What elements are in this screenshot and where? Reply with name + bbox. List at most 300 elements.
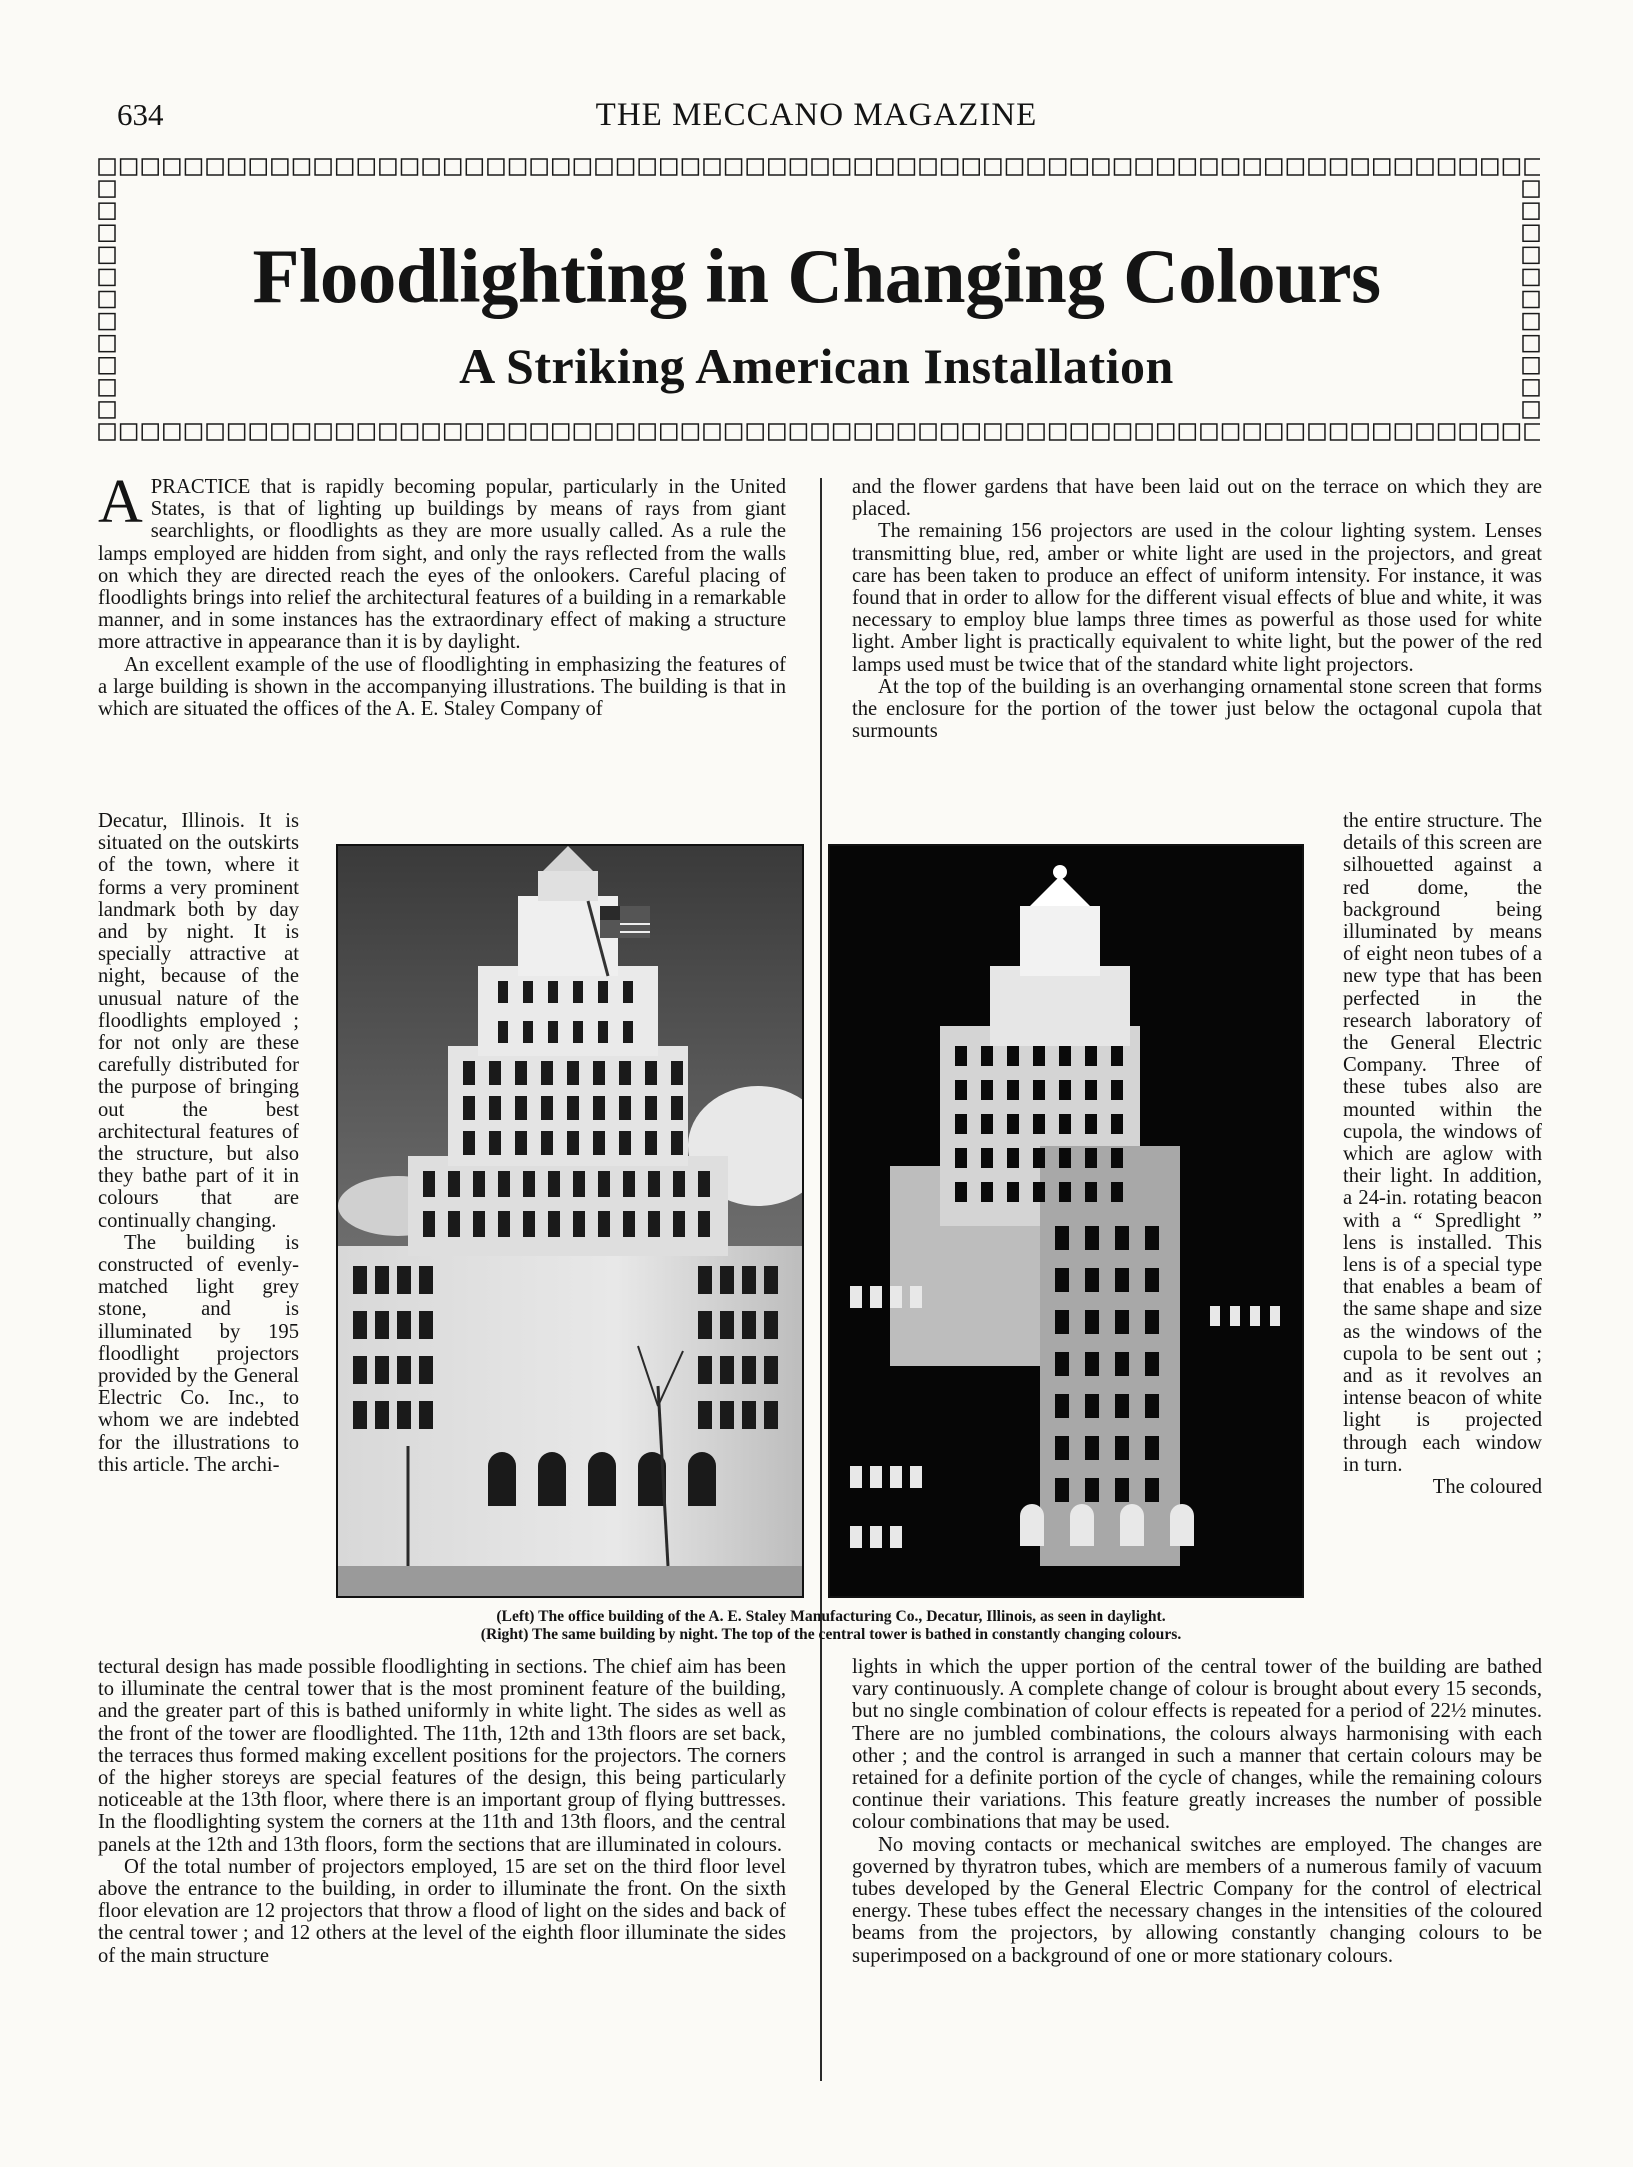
- window: [598, 1171, 610, 1197]
- border-square: [920, 159, 936, 175]
- window: [720, 1311, 734, 1339]
- border-square: [229, 159, 245, 175]
- window: [1055, 1394, 1069, 1418]
- border-square: [1331, 159, 1347, 175]
- window: [720, 1356, 734, 1384]
- border-square: [553, 424, 569, 440]
- border-square: [1071, 424, 1087, 440]
- window: [742, 1311, 756, 1339]
- border-square: [898, 424, 914, 440]
- border-square: [618, 424, 634, 440]
- window: [1007, 1080, 1019, 1100]
- border-square: [1525, 159, 1540, 175]
- window: [1145, 1394, 1159, 1418]
- window: [1007, 1046, 1019, 1066]
- border-square: [466, 159, 482, 175]
- window: [515, 1131, 527, 1155]
- border-square: [834, 159, 850, 175]
- window: [981, 1148, 993, 1168]
- paragraph: The remaining 156 projectors are used in the colour lighting system. Lenses transmitting blue, red, amber or white light are used in the projectors, and great care has been taken to produce an effect of uniform intensity. For instance, it was found that in order to allow for the different visual effects of blue and white, it was necessary to employ blue lamps three times as powerful as those used for white light. Amber light is practically equivalent to white light, but the power of the red lamps used must be twice that of the standard white light projectors.: [852, 520, 1542, 676]
- border-square: [1503, 159, 1519, 175]
- border-square: [185, 159, 201, 175]
- window: [548, 1211, 560, 1237]
- window: [720, 1266, 734, 1294]
- window: [1085, 1148, 1097, 1168]
- border-square: [877, 424, 893, 440]
- window: [764, 1266, 778, 1294]
- border-square: [293, 424, 309, 440]
- border-square: [1525, 424, 1540, 440]
- window: [1085, 1080, 1097, 1100]
- window: [353, 1356, 367, 1384]
- window: [1145, 1478, 1159, 1502]
- magazine-title: THE MECCANO MAGAZINE: [595, 97, 1038, 133]
- border-square: [1201, 424, 1217, 440]
- window: [473, 1211, 485, 1237]
- border-square: [1266, 159, 1282, 175]
- border-square: [661, 159, 677, 175]
- border-square: [942, 159, 958, 175]
- window: [955, 1046, 967, 1066]
- border-square: [1114, 159, 1130, 175]
- window: [375, 1401, 389, 1429]
- border-square: [272, 159, 288, 175]
- window: [619, 1131, 631, 1155]
- left-column-narrow: [98, 810, 299, 1476]
- window: [353, 1401, 367, 1429]
- border-square: [531, 424, 547, 440]
- window: [764, 1356, 778, 1384]
- border-square: [337, 159, 353, 175]
- window: [981, 1114, 993, 1134]
- window: [523, 1021, 533, 1043]
- window: [489, 1061, 501, 1085]
- border-square: [531, 159, 547, 175]
- window: [698, 1211, 710, 1237]
- window: [1085, 1352, 1099, 1376]
- border-square: [229, 424, 245, 440]
- window: [671, 1096, 683, 1120]
- border-square: [553, 159, 569, 175]
- border-square: [380, 159, 396, 175]
- window: [764, 1311, 778, 1339]
- right-column-narrow: [1343, 810, 1542, 1498]
- border-square: [1460, 424, 1476, 440]
- window: [1085, 1310, 1099, 1334]
- border-square: [358, 159, 374, 175]
- border-square: [812, 424, 828, 440]
- window: [1007, 1114, 1019, 1134]
- left-column-bottom: [98, 1656, 786, 1967]
- paragraph: At the top of the building is an overhanging ornamental stone screen that forms the enclosure for the portion of the tower just below the octagonal cupola that surmounts: [852, 675, 1542, 743]
- window: [1085, 1436, 1099, 1460]
- window: [498, 1021, 508, 1043]
- border-square: [963, 424, 979, 440]
- border-square: [445, 159, 461, 175]
- window: [593, 1131, 605, 1155]
- window: [955, 1148, 967, 1168]
- border-square: [1352, 159, 1368, 175]
- paragraph: APRACTICE that is rapidly becoming popular, particularly in the United States, is that of lighting up buildings by means of rays from giant searchlights, or floodlights as they are more usually called. As a rule the lamps employed are hidden from sight, and only the rays reflected from the walls on which they are directed reach the eyes of the onlookers. Careful placing of floodlights brings into relief the architectural features of a building in a remarkable manner, and in some instances has the extraordinary effect of making a structure more attractive in appearance than it is by daylight.: [98, 468, 786, 654]
- border-square: [1395, 424, 1411, 440]
- border-square: [877, 159, 893, 175]
- paragraph: tectural design has made possible floodlighting in sections. The chief aim has been to illuminate the central tower that is the most prominent feature of the building, and the greater part of this is bathed uniformly in white light. The sides as well as the front of the tower are floodlighted. The 11th, 12th and 13th floors are set back, the terraces thus formed making excellent positions for the projectors. The corners of the higher storeys are special features of the design, this being particularly noticeable at the 13th floor, where there is an important group of flying buttresses. In the floodlighting system the corners at the 11th and 13th floors, and the central panels at the 12th and 13th floors, form the sections that are illuminated in colours.: [98, 1656, 786, 1856]
- window: [1085, 1226, 1099, 1250]
- border-square: [1417, 424, 1433, 440]
- window: [619, 1096, 631, 1120]
- window: [463, 1096, 475, 1120]
- border-square: [812, 159, 828, 175]
- window: [1111, 1114, 1123, 1134]
- window: [1055, 1310, 1069, 1334]
- window: [498, 1211, 510, 1237]
- window: [1033, 1182, 1045, 1202]
- paragraph: No moving contacts or mechanical switches are employed. The changes are governed by thyratron tubes, which are members of a numerous family of vacuum tubes developed by the General Electric Company for the control of electrical energy. These tubes effect the necessary changes in the intensities of the coloured beams from the projectors, by allowing constantly changing colours to be superimposed on a background of one or more stationary colours.: [852, 1833, 1542, 1967]
- window: [375, 1311, 389, 1339]
- window: [397, 1401, 411, 1429]
- border-square: [488, 424, 504, 440]
- border-square: [1028, 159, 1044, 175]
- border-square: [985, 424, 1001, 440]
- window: [645, 1131, 657, 1155]
- border-square: [337, 424, 353, 440]
- window: [523, 1211, 535, 1237]
- border-square: [596, 424, 612, 440]
- border-square: [898, 159, 914, 175]
- window: [1115, 1226, 1129, 1250]
- window: [1033, 1148, 1045, 1168]
- border-square: [1266, 424, 1282, 440]
- border-square: [1309, 424, 1325, 440]
- border-square: [1028, 424, 1044, 440]
- window: [619, 1061, 631, 1085]
- window: [955, 1114, 967, 1134]
- border-square: [1523, 203, 1539, 219]
- border-square: [445, 424, 461, 440]
- border-square: [142, 424, 158, 440]
- drop-cap: A: [98, 468, 143, 536]
- border-square: [855, 424, 871, 440]
- window: [742, 1356, 756, 1384]
- window: [1145, 1310, 1159, 1334]
- border-square: [510, 159, 526, 175]
- border-square: [618, 159, 634, 175]
- border-square: [1482, 159, 1498, 175]
- window: [573, 1021, 583, 1043]
- border-square: [272, 424, 288, 440]
- border-square: [164, 424, 180, 440]
- window: [1111, 1080, 1123, 1100]
- border-square: [1223, 424, 1239, 440]
- border-square: [1071, 159, 1087, 175]
- paragraph: lights in which the upper portion of the central tower of the building are bathed vary continuously. A complete change of colour is brought about every 15 seconds, but no single combination of colour effects is repeated for a period of 22½ minutes. There are no jumbled combinations, the colours always harmonising with each other ; and the control is arranged in such a manner that certain colours may be retained for a definite portion of the cycle of changes, while the remaining colours continue their variations. This feature greatly increases the number of possible colour combinations that may be used.: [852, 1656, 1542, 1834]
- window: [423, 1211, 435, 1237]
- window: [1145, 1226, 1159, 1250]
- window: [541, 1061, 553, 1085]
- window: [1115, 1268, 1129, 1292]
- window: [573, 1211, 585, 1237]
- window: [623, 981, 633, 1003]
- border-square: [358, 424, 374, 440]
- window: [598, 981, 608, 1003]
- window: [1055, 1226, 1069, 1250]
- border-square: [1523, 402, 1539, 418]
- window: [1145, 1436, 1159, 1460]
- window: [1055, 1268, 1069, 1292]
- window: [567, 1096, 579, 1120]
- border-square: [985, 159, 1001, 175]
- border-square: [790, 159, 806, 175]
- window: [1145, 1268, 1159, 1292]
- border-square: [661, 424, 677, 440]
- window: [698, 1266, 712, 1294]
- window: [1059, 1114, 1071, 1134]
- border-square: [1006, 424, 1022, 440]
- window: [515, 1096, 527, 1120]
- window: [1085, 1182, 1097, 1202]
- window: [567, 1131, 579, 1155]
- window: [645, 1061, 657, 1085]
- border-square: [1179, 159, 1195, 175]
- border-square: [207, 159, 223, 175]
- border-square: [1460, 159, 1476, 175]
- border-square: [639, 159, 655, 175]
- border-square: [1223, 159, 1239, 175]
- border-square: [747, 424, 763, 440]
- paragraph: The building is constructed of evenly-matched light grey stone, and is illuminated by 195 floodlight projectors provided by the General Electric Co. Inc., to whom we are indebted for the illustrations to this article. The archi-: [98, 1231, 299, 1476]
- border-square: [942, 424, 958, 440]
- border-square: [1417, 159, 1433, 175]
- window: [419, 1266, 433, 1294]
- window: [523, 1171, 535, 1197]
- window: [981, 1080, 993, 1100]
- border-square: [682, 424, 698, 440]
- window: [1111, 1148, 1123, 1168]
- window: [498, 1171, 510, 1197]
- border-square: [726, 159, 742, 175]
- window: [1033, 1046, 1045, 1066]
- window: [1055, 1478, 1069, 1502]
- window: [1111, 1182, 1123, 1202]
- border-square: [315, 424, 331, 440]
- window: [1055, 1436, 1069, 1460]
- border-square: [250, 159, 266, 175]
- caption-line: (Left) The office building of the A. E. Staley Manufacturing Co., Decatur, Illinois, as seen in daylight.: [496, 1608, 1166, 1625]
- window: [523, 981, 533, 1003]
- border-square: [207, 424, 223, 440]
- border-square: [401, 159, 417, 175]
- border-square: [1309, 159, 1325, 175]
- window: [419, 1311, 433, 1339]
- page-number: 634: [117, 97, 164, 132]
- border-square: [1158, 424, 1174, 440]
- border-square: [1287, 424, 1303, 440]
- border-square: [747, 159, 763, 175]
- window: [671, 1061, 683, 1085]
- border-square: [315, 159, 331, 175]
- border-square: [99, 424, 115, 440]
- border-square: [1158, 159, 1174, 175]
- window: [671, 1131, 683, 1155]
- paragraph: Of the total number of projectors employed, 15 are set on the third floor level above the entrance to the building, in order to illuminate the front. On the sixth floor elevation are 12 projectors that throw a flood of light on the sides and back of the central tower ; and 12 others at the level of the eighth floor illuminate the sides of the main structure: [98, 1855, 786, 1967]
- border-square: [423, 159, 439, 175]
- border-square: [1179, 424, 1195, 440]
- border-square: [574, 159, 590, 175]
- column-rule: [820, 478, 822, 2081]
- border-square: [1093, 424, 1109, 440]
- paragraph: and the flower gardens that have been laid out on the terrace on which they are placed.: [852, 476, 1542, 521]
- border-square: [99, 402, 115, 418]
- window: [515, 1061, 527, 1085]
- border-square: [834, 424, 850, 440]
- window: [1085, 1046, 1097, 1066]
- border-square: [423, 424, 439, 440]
- window: [955, 1182, 967, 1202]
- window: [742, 1401, 756, 1429]
- window: [473, 1171, 485, 1197]
- window: [1007, 1148, 1019, 1168]
- window: [1115, 1394, 1129, 1418]
- border-square: [1136, 424, 1152, 440]
- border-square: [963, 159, 979, 175]
- border-square: [682, 159, 698, 175]
- building-night-photo: [828, 844, 1304, 1598]
- window: [1085, 1268, 1099, 1292]
- border-square: [1439, 424, 1455, 440]
- border-square: [1093, 159, 1109, 175]
- border-square: [1114, 424, 1130, 440]
- paragraph: An excellent example of the use of floodlighting in emphasizing the features of a large building is shown in the accompanying illustrations. The building is that in which are situated the offices of the A. E. Staley Company of: [98, 653, 786, 721]
- window: [397, 1266, 411, 1294]
- border-square: [1523, 181, 1539, 197]
- border-square: [1503, 424, 1519, 440]
- window: [645, 1096, 657, 1120]
- window: [623, 1171, 635, 1197]
- window: [623, 1021, 633, 1043]
- window: [623, 1211, 635, 1237]
- window: [573, 981, 583, 1003]
- window: [1055, 1352, 1069, 1376]
- window: [698, 1401, 712, 1429]
- window: [1059, 1046, 1071, 1066]
- border-square: [510, 424, 526, 440]
- window: [419, 1356, 433, 1384]
- window: [1085, 1114, 1097, 1134]
- border-square: [639, 424, 655, 440]
- article-title: Floodlighting in Changing Colours: [252, 233, 1381, 319]
- border-square: [1331, 424, 1347, 440]
- window: [1059, 1080, 1071, 1100]
- window: [541, 1131, 553, 1155]
- window: [353, 1266, 367, 1294]
- window: [698, 1356, 712, 1384]
- border-square: [142, 159, 158, 175]
- border-square: [1439, 159, 1455, 175]
- border-square: [185, 424, 201, 440]
- window: [981, 1182, 993, 1202]
- window: [1007, 1182, 1019, 1202]
- border-square: [1006, 159, 1022, 175]
- window: [1085, 1394, 1099, 1418]
- window: [1145, 1352, 1159, 1376]
- window: [375, 1266, 389, 1294]
- border-square: [726, 424, 742, 440]
- border-square: [121, 159, 137, 175]
- border-square: [1287, 159, 1303, 175]
- border-square: [164, 159, 180, 175]
- border-square: [1395, 159, 1411, 175]
- window: [498, 981, 508, 1003]
- border-square: [380, 424, 396, 440]
- window: [419, 1401, 433, 1429]
- window: [981, 1046, 993, 1066]
- border-square: [466, 424, 482, 440]
- right-column-bottom: [852, 1656, 1542, 1967]
- border-square: [574, 424, 590, 440]
- window: [1033, 1114, 1045, 1134]
- window: [548, 981, 558, 1003]
- border-square: [855, 159, 871, 175]
- window: [353, 1311, 367, 1339]
- window: [448, 1211, 460, 1237]
- building-daylight-photo: [336, 844, 804, 1598]
- border-square: [1050, 424, 1066, 440]
- window: [698, 1311, 712, 1339]
- window: [1033, 1080, 1045, 1100]
- window: [648, 1171, 660, 1197]
- article-subtitle: A Striking American Installation: [459, 338, 1174, 394]
- window: [567, 1061, 579, 1085]
- border-square: [596, 159, 612, 175]
- border-square: [1244, 159, 1260, 175]
- window: [489, 1131, 501, 1155]
- window: [397, 1356, 411, 1384]
- window: [673, 1211, 685, 1237]
- border-square: [769, 424, 785, 440]
- window: [1059, 1182, 1071, 1202]
- window: [463, 1131, 475, 1155]
- paragraph: Decatur, Illinois. It is situated on the outskirts of the town, where it forms a very prominent landmark both by day and by night. It is specially attractive at night, because of the unusual nature of the floodlights employed ; for not only are these carefully distributed for the purpose of bringing out the best architectural features of the structure, but also they bathe part of it in colours that are continually changing.: [98, 810, 299, 1232]
- window: [720, 1401, 734, 1429]
- border-square: [99, 159, 115, 175]
- window: [1115, 1310, 1129, 1334]
- window: [397, 1311, 411, 1339]
- window: [593, 1061, 605, 1085]
- window: [742, 1266, 756, 1294]
- right-column-top: [852, 476, 1542, 742]
- window: [375, 1356, 389, 1384]
- window: [463, 1061, 475, 1085]
- window: [698, 1171, 710, 1197]
- photo-caption: [340, 1608, 1322, 1643]
- window: [1085, 1478, 1099, 1502]
- window: [548, 1021, 558, 1043]
- window: [764, 1401, 778, 1429]
- window: [573, 1171, 585, 1197]
- border-square: [401, 424, 417, 440]
- window: [1059, 1148, 1071, 1168]
- window: [548, 1171, 560, 1197]
- window: [489, 1096, 501, 1120]
- border-square: [1374, 159, 1390, 175]
- border-square: [1352, 424, 1368, 440]
- border-square: [1136, 159, 1152, 175]
- border-square: [488, 159, 504, 175]
- border-square: [1050, 159, 1066, 175]
- window: [1111, 1046, 1123, 1066]
- window: [955, 1080, 967, 1100]
- border-square: [1482, 424, 1498, 440]
